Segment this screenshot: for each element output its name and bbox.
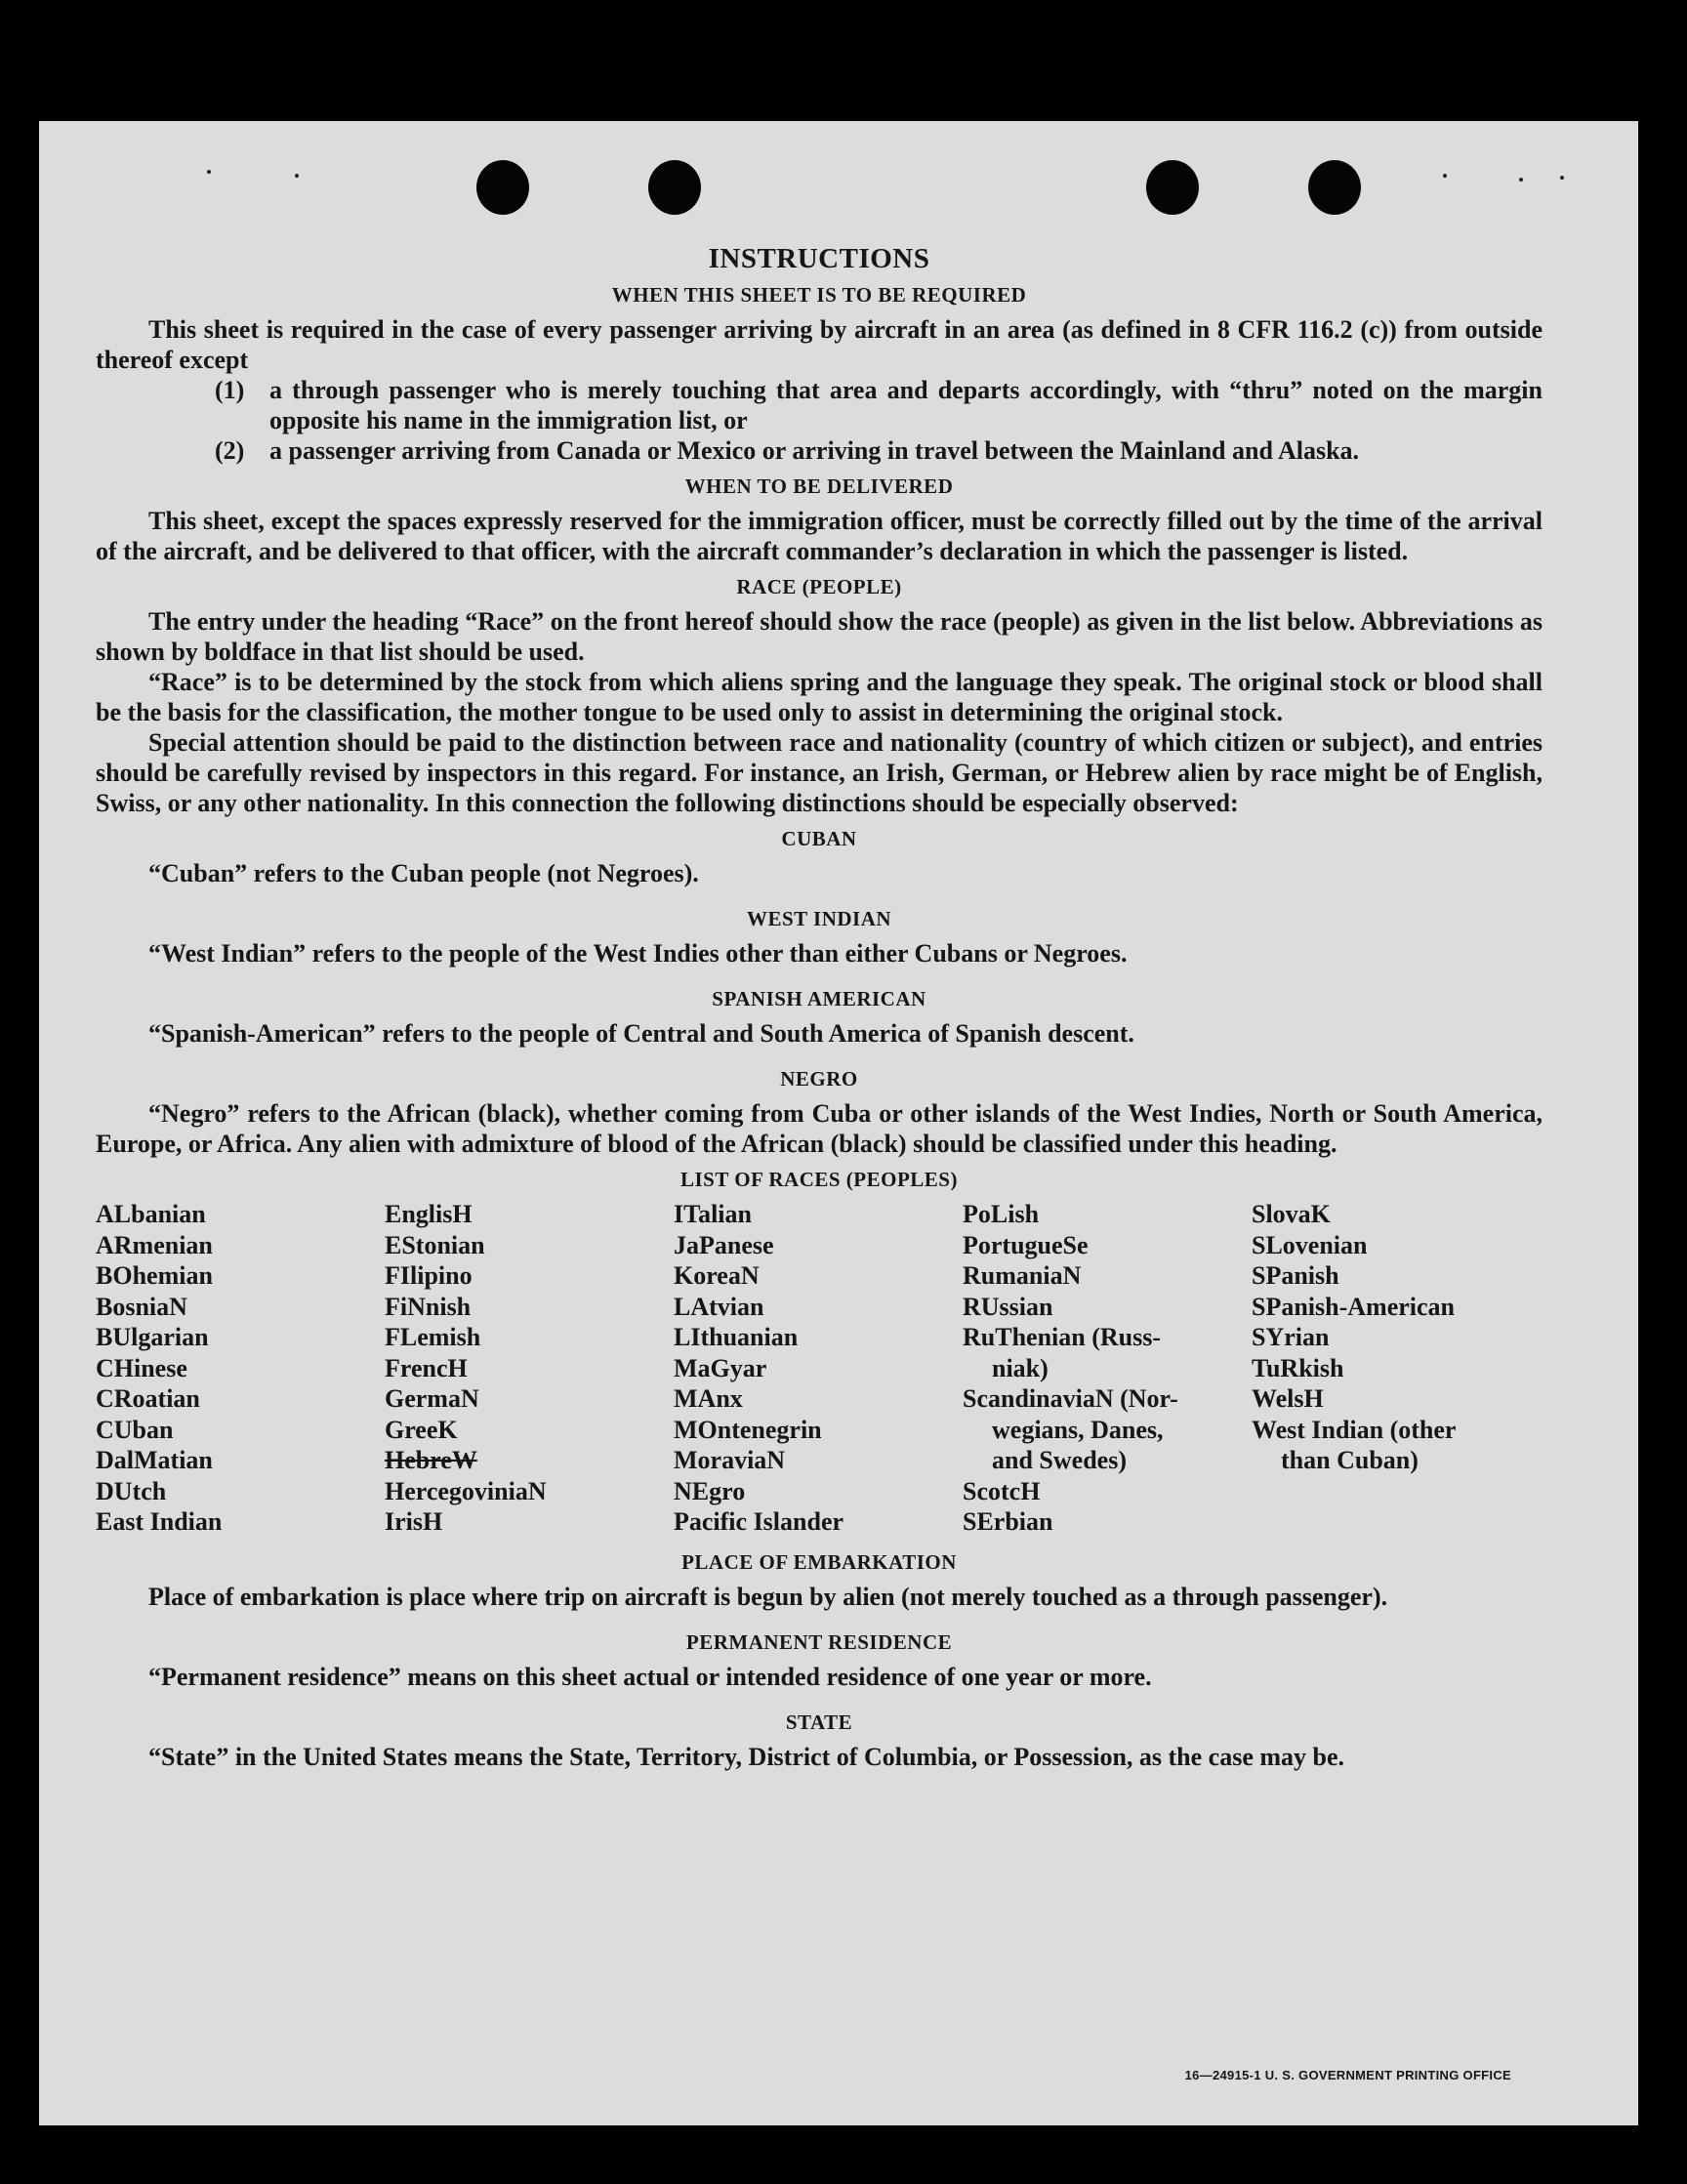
spanish-american-text: “Spanish-American” refers to the people of Central and South America of Spanish descent. — [148, 1019, 1134, 1048]
races-list — [96, 1199, 1543, 1538]
race-entry: FrencH — [385, 1353, 468, 1382]
residence-text: “Permanent residence” means on this sheet actual or intended residence of one year or more. — [148, 1662, 1152, 1691]
section-heading-west-indian: WEST INDIAN — [746, 907, 892, 930]
race-entry: RUssian — [963, 1292, 1053, 1321]
exception-number: (1) — [215, 376, 245, 404]
list-of-races-heading: LIST OF RACES (PEOPLES) — [680, 1168, 958, 1191]
race-entry: CRoatian — [96, 1384, 200, 1413]
race-entry: FIlipino — [385, 1261, 473, 1290]
race-entry-continued: than Cuban) — [1281, 1446, 1419, 1474]
race-entry: LIthuanian — [674, 1323, 799, 1351]
race-entry: WelsH — [1252, 1384, 1324, 1413]
race-entry: ARmenian — [96, 1230, 213, 1259]
page-title: INSTRUCTIONS — [708, 243, 930, 274]
race-entry: NEgro — [674, 1476, 746, 1505]
race-entry-continued: wegians, Danes, — [992, 1415, 1164, 1444]
speck — [1443, 174, 1447, 178]
race-entry: SYrian — [1252, 1323, 1330, 1351]
section-heading-delivered: WHEN TO BE DELIVERED — [684, 474, 954, 498]
document-sheet — [39, 121, 1638, 2125]
required-intro: This sheet is required in the case of every passenger arriving by aircraft in an area (as defined in 8 CFR 116.2 (c)) from outside thereof except — [96, 315, 1543, 374]
race-entry: EnglisH — [385, 1200, 473, 1228]
race-entry: SPanish-American — [1252, 1292, 1455, 1321]
race-entry: RuThenian (Russ- — [963, 1323, 1162, 1351]
punch-hole — [1146, 160, 1199, 215]
race-entry-continued: niak) — [992, 1353, 1049, 1382]
race-entry: BUlgarian — [96, 1323, 209, 1351]
exception-text: a passenger arriving from Canada or Mexico or arriving in travel between the Mainland and Alaska. — [269, 436, 1360, 465]
race-entry: EStonian — [385, 1230, 485, 1259]
race-paragraph-1: The entry under the heading “Race” on the front hereof should show the race (people) as given in the list below. Abbreviations as shown by boldface in that list should be used. — [96, 607, 1543, 666]
exception-text: a through passenger who is merely touching that area and departs accordingly, with “thru” noted on the margin opposite his name in the immigration list, or — [269, 376, 1543, 434]
west-indian-text: “West Indian” refers to the people of the West Indies other than either Cubans or Negroes. — [148, 939, 1128, 968]
exception-item — [96, 375, 1543, 435]
race-entry: SLovenian — [1252, 1230, 1368, 1259]
races-column — [963, 1199, 1252, 1538]
race-entry: ScotcH — [963, 1476, 1041, 1505]
section-heading-race: RACE (PEOPLE) — [736, 575, 902, 598]
race-entry: GreeK — [385, 1415, 458, 1444]
race-entry: PoLish — [963, 1200, 1040, 1228]
race-entry: MaGyar — [674, 1353, 767, 1382]
race-entry: West Indian (other — [1252, 1415, 1457, 1444]
negro-text: “Negro” refers to the African (black), whether coming from Cuba or other islands of the West Indies, North or South America, Europe, or Africa. Any alien with admixture of blood of the African (black) should be classified under this heading. — [96, 1099, 1543, 1158]
race-entry: DUtch — [96, 1476, 167, 1505]
race-entry: FLemish — [385, 1323, 481, 1351]
race-paragraph-3: Special attention should be paid to the distinction between race and nationality (country of which citizen or subject), and entries should be carefully revised by inspectors in this regard. For instance, an Irish, German, or Hebrew alien by race might be of English, Swiss, or any other nationality. In this connection the following distinctions should be especially observed: — [96, 728, 1543, 817]
punch-hole — [648, 160, 701, 215]
instructions-content — [96, 244, 1543, 1772]
printing-office-imprint: 16—24915-1 U. S. GOVERNMENT PRINTING OFFICE — [1184, 2068, 1511, 2082]
race-entry: MOntenegrin — [674, 1415, 822, 1444]
race-paragraph-2: “Race” is to be determined by the stock from which aliens spring and the language they speak. The original stock or blood shall be the basis for the classification, the mother tongue to be used only to assist in determining the original stock. — [96, 668, 1543, 726]
speck — [1519, 178, 1523, 182]
section-heading-cuban: CUBAN — [781, 827, 857, 850]
section-heading-negro: NEGRO — [780, 1067, 858, 1091]
race-entry: PortugueSe — [963, 1230, 1089, 1259]
race-entry-struck: HebreW — [385, 1446, 477, 1474]
races-column — [96, 1199, 385, 1538]
race-entry: FiNnish — [385, 1292, 472, 1321]
race-entry: ScandinaviaN (Nor- — [963, 1384, 1178, 1413]
races-column — [1252, 1199, 1541, 1538]
race-entry: SlovaK — [1252, 1200, 1331, 1228]
speck — [295, 174, 299, 178]
speck — [1560, 176, 1564, 180]
punch-hole — [476, 160, 529, 215]
race-entry: LAtvian — [674, 1292, 764, 1321]
race-entry: TuRkish — [1252, 1353, 1344, 1382]
race-entry: RumaniaN — [963, 1261, 1082, 1290]
embarkation-text: Place of embarkation is place where trip on aircraft is begun by alien (not merely touched as a through passenger). — [148, 1582, 1388, 1611]
race-entry: MAnx — [674, 1384, 743, 1413]
race-entry: KoreaN — [674, 1261, 760, 1290]
exception-number: (2) — [215, 436, 245, 465]
section-heading-required: WHEN THIS SHEET IS TO BE REQUIRED — [611, 283, 1027, 307]
race-entry: SErbian — [963, 1507, 1053, 1536]
speck — [207, 170, 211, 174]
race-entry-continued: and Swedes) — [992, 1446, 1127, 1474]
state-text: “State” in the United States means the State, Territory, District of Columbia, or Possession, as the case may be. — [148, 1742, 1345, 1771]
race-entry: CHinese — [96, 1353, 187, 1382]
punch-hole — [1308, 160, 1361, 215]
race-entry: DalMatian — [96, 1446, 213, 1474]
races-column — [385, 1199, 674, 1538]
section-heading-spanish-american: SPANISH AMERICAN — [712, 987, 926, 1010]
races-column — [674, 1199, 963, 1538]
race-entry: BOhemian — [96, 1261, 213, 1290]
section-heading-state: STATE — [785, 1710, 853, 1734]
exception-item — [96, 435, 1543, 466]
race-entry: ALbanian — [96, 1200, 206, 1228]
race-entry: SPanish — [1252, 1261, 1339, 1290]
race-entry: IrisH — [385, 1507, 443, 1536]
race-entry: CUban — [96, 1415, 174, 1444]
race-entry: Pacific Islander — [674, 1507, 844, 1536]
race-entry: JaPanese — [674, 1230, 774, 1259]
section-heading-embarkation: PLACE OF EMBARKATION — [681, 1549, 957, 1574]
race-entry: ITalian — [674, 1200, 752, 1228]
race-entry: GermaN — [385, 1384, 479, 1413]
race-entry: East Indian — [96, 1507, 223, 1536]
race-entry: MoraviaN — [674, 1446, 786, 1474]
delivered-text: This sheet, except the spaces expressly reserved for the immigration officer, must be correctly filled out by the time of the arrival of the aircraft, and be delivered to that officer, with the aircraft commander’s declaration in which the passenger is listed. — [96, 507, 1543, 565]
race-entry: BosniaN — [96, 1292, 187, 1321]
race-entry: HercegoviniaN — [385, 1476, 547, 1505]
section-heading-residence: PERMANENT RESIDENCE — [685, 1629, 953, 1654]
cuban-text: “Cuban” refers to the Cuban people (not Negroes). — [148, 859, 699, 887]
